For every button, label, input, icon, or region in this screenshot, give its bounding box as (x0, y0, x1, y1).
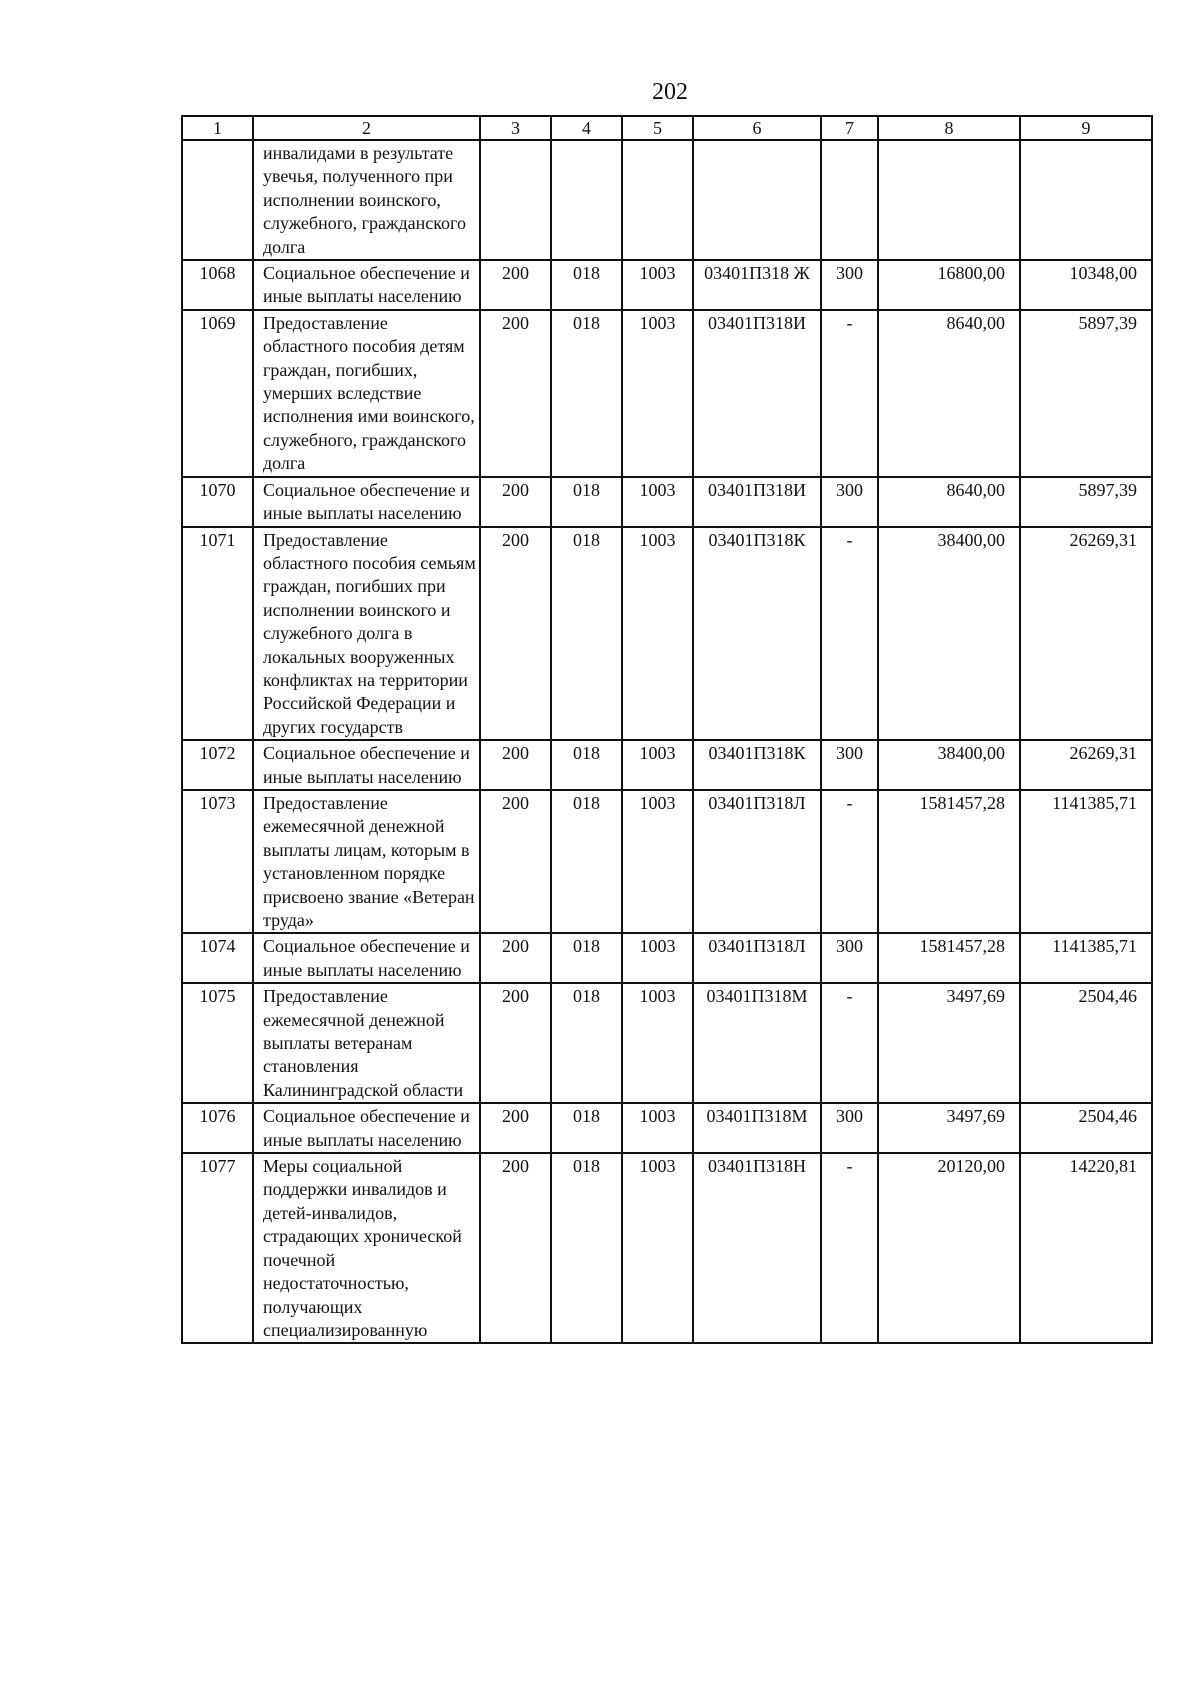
cell-col3: 200 (480, 983, 551, 1103)
cell-col7: 300 (821, 933, 878, 983)
column-header: 3 (480, 116, 551, 140)
table-row (182, 1103, 1152, 1153)
cell-col3: 200 (480, 790, 551, 933)
cell-col6-code: 03401П318М (693, 983, 821, 1103)
cell-col4: 018 (551, 740, 622, 790)
budget-table (181, 115, 1153, 1344)
cell-col9-amount: 26269,31 (1020, 740, 1152, 790)
cell-col4: 018 (551, 790, 622, 933)
cell-col3 (480, 140, 551, 260)
cell-col7: - (821, 790, 878, 933)
column-header: 5 (622, 116, 693, 140)
table-row (182, 310, 1152, 477)
cell-col8-amount: 16800,00 (878, 260, 1020, 310)
table-row (182, 527, 1152, 741)
cell-col6-code: 03401П318И (693, 310, 821, 477)
row-name: инвалидами в результате увечья, полученного при исполнении воинского, служебного, гражданского долга (253, 140, 480, 260)
cell-col6-code: 03401П318М (693, 1103, 821, 1153)
cell-col5: 1003 (622, 1103, 693, 1153)
row-name: Социальное обеспечение и иные выплаты населению (253, 260, 480, 310)
cell-col4: 018 (551, 477, 622, 527)
cell-col4: 018 (551, 260, 622, 310)
cell-col8-amount: 3497,69 (878, 1103, 1020, 1153)
cell-col8-amount: 1581457,28 (878, 933, 1020, 983)
row-name: Социальное обеспечение и иные выплаты населению (253, 740, 480, 790)
cell-col3: 200 (480, 310, 551, 477)
cell-col9-amount (1020, 140, 1152, 260)
row-name: Социальное обеспечение и иные выплаты населению (253, 477, 480, 527)
cell-col6-code: 03401П318К (693, 527, 821, 741)
row-number: 1072 (182, 740, 253, 790)
table-row (182, 790, 1152, 933)
row-number: 1068 (182, 260, 253, 310)
row-number (182, 140, 253, 260)
table-row (182, 983, 1152, 1103)
cell-col4: 018 (551, 310, 622, 477)
cell-col7: - (821, 527, 878, 741)
table-row (182, 477, 1152, 527)
cell-col8-amount: 3497,69 (878, 983, 1020, 1103)
cell-col7: 300 (821, 260, 878, 310)
cell-col3: 200 (480, 1153, 551, 1343)
cell-col5 (622, 140, 693, 260)
cell-col5: 1003 (622, 310, 693, 477)
cell-col5: 1003 (622, 527, 693, 741)
row-number: 1069 (182, 310, 253, 477)
row-name: Меры социальной поддержки инвалидов и детей-инвалидов, страдающих хронической почечной недостаточностью, получающих специализированную (253, 1153, 480, 1343)
column-header: 7 (821, 116, 878, 140)
cell-col9-amount: 2504,46 (1020, 983, 1152, 1103)
column-header: 6 (693, 116, 821, 140)
cell-col9-amount: 5897,39 (1020, 477, 1152, 527)
cell-col9-amount: 1141385,71 (1020, 790, 1152, 933)
cell-col6-code: 03401П318Л (693, 790, 821, 933)
cell-col7: 300 (821, 1103, 878, 1153)
cell-col6-code: 03401П318Н (693, 1153, 821, 1343)
page-number: 202 (652, 79, 688, 105)
row-number: 1073 (182, 790, 253, 933)
cell-col8-amount: 38400,00 (878, 527, 1020, 741)
cell-col6-code: 03401П318 Ж (693, 260, 821, 310)
cell-col3: 200 (480, 740, 551, 790)
cell-col4: 018 (551, 527, 622, 741)
column-header: 4 (551, 116, 622, 140)
cell-col4: 018 (551, 933, 622, 983)
cell-col5: 1003 (622, 260, 693, 310)
cell-col8-amount: 38400,00 (878, 740, 1020, 790)
row-number: 1074 (182, 933, 253, 983)
table-header-row (182, 116, 1152, 140)
cell-col3: 200 (480, 477, 551, 527)
row-number: 1077 (182, 1153, 253, 1343)
cell-col7: 300 (821, 740, 878, 790)
cell-col5: 1003 (622, 477, 693, 527)
cell-col8-amount (878, 140, 1020, 260)
row-name: Предоставление областного пособия детям граждан, погибших, умерших вследствие исполнения ими воинского, служебного, гражданского долга (253, 310, 480, 477)
table-row (182, 260, 1152, 310)
row-name: Предоставление областного пособия семьям граждан, погибших при исполнении воинского и служебного долга в локальных вооруженных конфликтах на территории Российской Федерации и других государств (253, 527, 480, 741)
row-name: Социальное обеспечение и иные выплаты населению (253, 933, 480, 983)
cell-col5: 1003 (622, 790, 693, 933)
row-number: 1070 (182, 477, 253, 527)
cell-col5: 1003 (622, 983, 693, 1103)
row-name: Социальное обеспечение и иные выплаты населению (253, 1103, 480, 1153)
cell-col7: 300 (821, 477, 878, 527)
cell-col7: - (821, 310, 878, 477)
table-row (182, 140, 1152, 260)
cell-col3: 200 (480, 527, 551, 741)
cell-col8-amount: 8640,00 (878, 310, 1020, 477)
table-row (182, 1153, 1152, 1343)
cell-col7: - (821, 1153, 878, 1343)
cell-col5: 1003 (622, 933, 693, 983)
column-header: 1 (182, 116, 253, 140)
cell-col7 (821, 140, 878, 260)
cell-col6-code: 03401П318К (693, 740, 821, 790)
row-name: Предоставление ежемесячной денежной выплаты ветеранам становления Калининградской области (253, 983, 480, 1103)
cell-col8-amount: 8640,00 (878, 477, 1020, 527)
cell-col8-amount: 20120,00 (878, 1153, 1020, 1343)
table-row (182, 933, 1152, 983)
row-number: 1071 (182, 527, 253, 741)
cell-col5: 1003 (622, 1153, 693, 1343)
cell-col9-amount: 1141385,71 (1020, 933, 1152, 983)
row-name: Предоставление ежемесячной денежной выплаты лицам, которым в установленном порядке присвоено звание «Ветеран труда» (253, 790, 480, 933)
cell-col7: - (821, 983, 878, 1103)
table-row (182, 740, 1152, 790)
cell-col5: 1003 (622, 740, 693, 790)
cell-col4: 018 (551, 1103, 622, 1153)
cell-col4 (551, 140, 622, 260)
column-header: 2 (253, 116, 480, 140)
cell-col9-amount: 5897,39 (1020, 310, 1152, 477)
cell-col3: 200 (480, 1103, 551, 1153)
cell-col6-code (693, 140, 821, 260)
row-number: 1075 (182, 983, 253, 1103)
column-header: 9 (1020, 116, 1152, 140)
row-number: 1076 (182, 1103, 253, 1153)
cell-col4: 018 (551, 1153, 622, 1343)
cell-col8-amount: 1581457,28 (878, 790, 1020, 933)
cell-col9-amount: 14220,81 (1020, 1153, 1152, 1343)
cell-col6-code: 03401П318И (693, 477, 821, 527)
cell-col3: 200 (480, 260, 551, 310)
cell-col3: 200 (480, 933, 551, 983)
column-header: 8 (878, 116, 1020, 140)
cell-col9-amount: 10348,00 (1020, 260, 1152, 310)
cell-col4: 018 (551, 983, 622, 1103)
cell-col9-amount: 2504,46 (1020, 1103, 1152, 1153)
cell-col6-code: 03401П318Л (693, 933, 821, 983)
cell-col9-amount: 26269,31 (1020, 527, 1152, 741)
